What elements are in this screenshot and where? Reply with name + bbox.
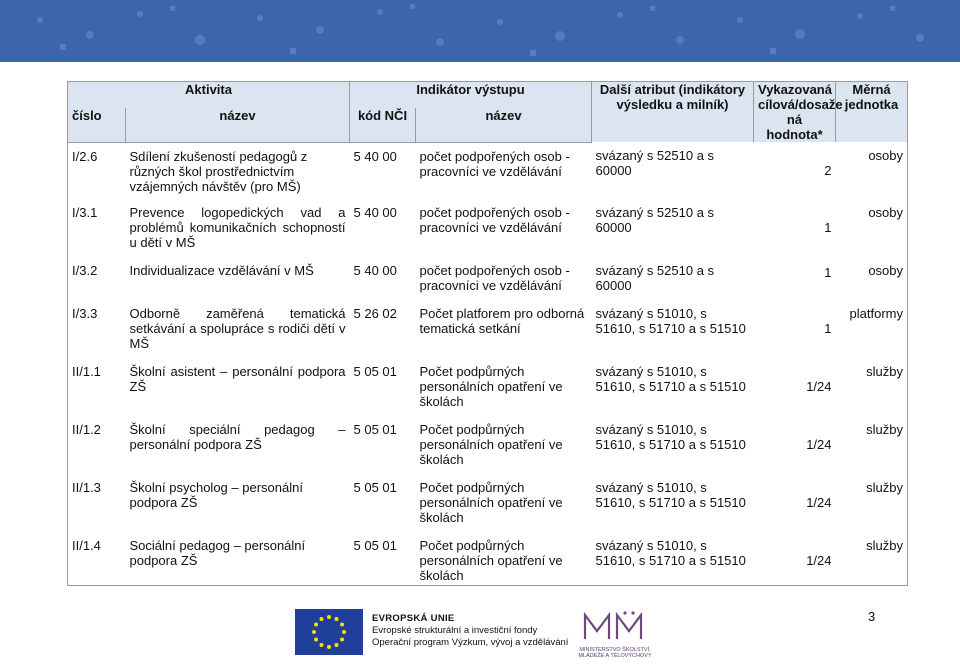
row-kod: 5 05 01 xyxy=(353,422,397,437)
row-nazev: Školní psycholog – personální podpora ZŠ xyxy=(129,480,303,510)
row-indikator: počet podpořených osob - pracovníci ve vzdělávání xyxy=(419,263,570,293)
eu-line-3: Operační program Výzkum, vývoj a vzdělávání xyxy=(372,637,569,648)
header-nazev-aktivity: název xyxy=(126,108,350,142)
row-indikator: Počet podpůrných personálních opatření ve školách xyxy=(419,422,563,467)
row-nazev: Prevence logopedických vad a problémů komunikačních schopností u dětí v MŠ xyxy=(129,205,346,250)
row-kod: 5 40 00 xyxy=(353,148,397,164)
row-atribut: svázaný s 51010, s 51610, s 51710 a s 51510 xyxy=(595,364,746,394)
banner-pattern xyxy=(0,0,960,62)
row-hodnota: 1/24 xyxy=(806,495,832,510)
row-cislo: II/1.3 xyxy=(68,474,126,532)
row-atribut: svázaný s 51010, s 51610, s 51710 a s 51510 xyxy=(595,306,746,336)
row-cislo: II/1.4 xyxy=(68,532,126,585)
eu-line-1: EVROPSKÁ UNIE xyxy=(372,613,455,624)
row-atribut: svázaný s 52510 a s 60000 xyxy=(595,148,715,178)
row-cislo: II/1.2 xyxy=(68,416,126,474)
row-kod: 5 40 00 xyxy=(353,263,397,278)
row-hodnota: 1 xyxy=(824,265,832,280)
row-nazev: Školní speciální pedagog – personální podpora ZŠ xyxy=(129,422,346,452)
row-atribut: svázaný s 51010, s 51610, s 51710 a s 51510 xyxy=(592,532,754,585)
row-hodnota: 1 xyxy=(824,220,832,235)
header-cislo: číslo xyxy=(68,108,126,142)
msmt-line-2: MLÁDEŽE A TĚLOVÝCHOVY xyxy=(578,653,652,659)
table-row xyxy=(68,257,908,300)
row-hodnota: 2 xyxy=(824,163,832,178)
header-aktivita: Aktivita xyxy=(68,82,350,108)
msmt-emblem-icon xyxy=(567,609,663,647)
header-nazev-indikatoru: název xyxy=(416,108,592,142)
row-jednotka: služby xyxy=(836,416,908,474)
table-row xyxy=(68,532,908,585)
indicators-table xyxy=(67,81,908,586)
row-kod: 5 26 02 xyxy=(353,306,397,321)
row-indikator: Počet podpůrných personálních opatření ve školách xyxy=(419,480,563,525)
table-row xyxy=(68,142,908,199)
header-row-1 xyxy=(68,82,908,108)
row-jednotka: osoby xyxy=(836,257,908,300)
eu-line-2: Evropské strukturální a investiční fondy xyxy=(372,625,538,636)
top-banner xyxy=(0,0,960,62)
msmt-line-1: MINISTERSTVO ŠKOLSTVÍ, xyxy=(579,647,651,653)
row-kod: 5 40 00 xyxy=(353,205,397,220)
row-kod: 5 05 01 xyxy=(350,532,416,585)
row-jednotka: služby xyxy=(836,532,908,585)
row-nazev: Školní asistent – personální podpora ZŠ xyxy=(129,364,346,394)
row-atribut: svázaný s 52510 a s 60000 xyxy=(595,205,715,235)
header-vykazovana-hodnota: Vykazovaná cílová/dosaže ná hodnota* xyxy=(754,82,836,143)
row-cislo: I/3.1 xyxy=(68,199,126,257)
row-jednotka: služby xyxy=(836,474,908,532)
table-row xyxy=(68,416,908,474)
msmt-logo xyxy=(567,609,663,657)
table-row xyxy=(68,474,908,532)
table-row xyxy=(68,358,908,416)
row-cislo: I/3.3 xyxy=(68,300,126,358)
row-kod: 5 05 01 xyxy=(353,480,397,495)
header-indikator: Indikátor výstupu xyxy=(350,82,592,108)
row-atribut: svázaný s 51010, s 51610, s 51710 a s 51510 xyxy=(595,422,746,452)
header-kod-nci: kód NČI xyxy=(350,108,416,142)
row-indikator: počet podpořených osob - pracovníci ve vzdělávání xyxy=(419,148,570,179)
row-hodnota: 1/24 xyxy=(754,532,836,585)
row-cislo: II/1.1 xyxy=(68,358,126,416)
row-indikator: Počet platforem pro odborná tematická setkání xyxy=(419,306,585,336)
row-nazev: Individualizace vzdělávání v MŠ xyxy=(129,263,314,278)
row-indikator: Počet podpůrných personálních opatření ve školách xyxy=(419,364,563,409)
row-indikator: počet podpořených osob - pracovníci ve vzdělávání xyxy=(419,205,570,235)
eu-flag-icon xyxy=(295,609,363,655)
row-nazev: Sociální pedagog – personální podpora ZŠ xyxy=(126,532,350,585)
page-number: 3 xyxy=(868,609,876,624)
msmt-caption xyxy=(567,647,663,659)
row-nazev: Odborně zaměřená tematická setkávání a spolupráce s rodiči dětí v MŠ xyxy=(129,306,346,351)
row-jednotka: osoby xyxy=(836,199,908,257)
row-cislo: I/3.2 xyxy=(68,257,126,300)
header-merna-jednotka: Měrná jednotka xyxy=(836,82,908,143)
row-hodnota: 1/24 xyxy=(806,437,832,452)
eu-caption xyxy=(372,613,568,649)
table-row xyxy=(68,199,908,257)
header-dalsi-atribut: Další atribut (indikátory výsledku a milník) xyxy=(592,82,754,143)
row-kod: 5 05 01 xyxy=(353,364,397,379)
row-jednotka: služby xyxy=(836,358,908,416)
row-hodnota: 1/24 xyxy=(806,379,832,394)
row-cislo: I/2.6 xyxy=(68,142,126,199)
row-jednotka: osoby xyxy=(836,142,908,199)
row-indikator: Počet podpůrných personálních opatření ve školách xyxy=(416,532,592,585)
footer-logos xyxy=(295,609,665,657)
row-atribut: svázaný s 51010, s 51610, s 51710 a s 51510 xyxy=(595,480,746,510)
row-jednotka: platformy xyxy=(836,300,908,358)
table-row xyxy=(68,300,908,358)
row-nazev: Sdílení zkušeností pedagogů z různých škol prostřednictvím vzájemných návštěv (pro MŠ) xyxy=(129,148,308,194)
row-atribut: svázaný s 52510 a s 60000 xyxy=(595,263,715,293)
row-hodnota: 1 xyxy=(824,321,832,336)
